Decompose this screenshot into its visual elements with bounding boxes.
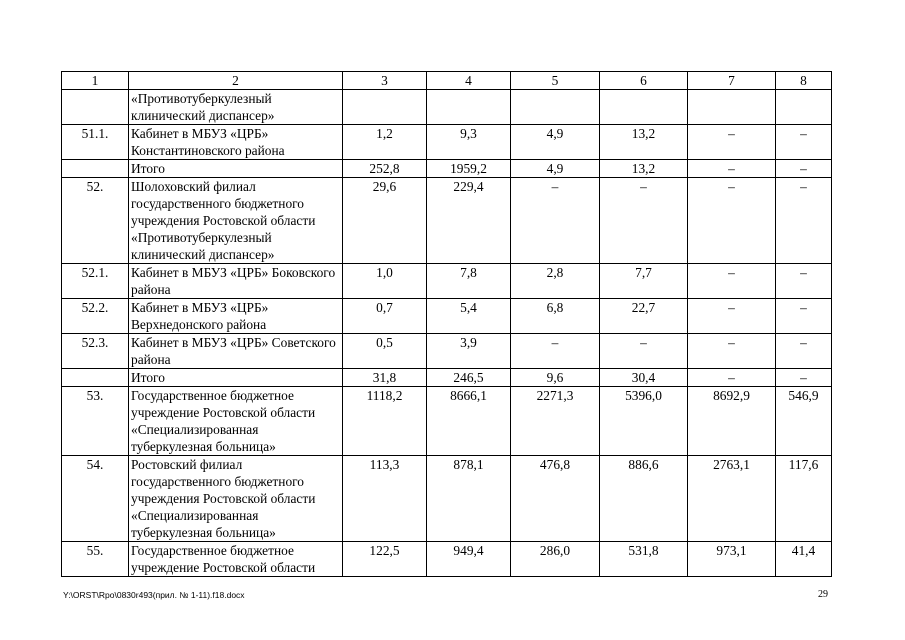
cell-col6: 5396,0 bbox=[600, 387, 688, 456]
cell-col8: – bbox=[776, 299, 832, 334]
row-number: 51.1. bbox=[62, 125, 129, 160]
cell-col6 bbox=[600, 90, 688, 125]
table-row bbox=[62, 387, 832, 456]
cell-col3: 29,6 bbox=[343, 178, 427, 264]
table-row bbox=[62, 334, 832, 369]
cell-col4: 5,4 bbox=[427, 299, 511, 334]
row-number: 53. bbox=[62, 387, 129, 456]
cell-col5: 4,9 bbox=[511, 160, 600, 178]
column-header: 8 bbox=[776, 72, 832, 90]
cell-col3: 252,8 bbox=[343, 160, 427, 178]
cell-col5: – bbox=[511, 334, 600, 369]
row-number bbox=[62, 160, 129, 178]
cell-col6: 13,2 bbox=[600, 160, 688, 178]
cell-col7: – bbox=[688, 160, 776, 178]
row-number: 52. bbox=[62, 178, 129, 264]
row-name: «Противотуберкулезный клинический диспансер» bbox=[129, 90, 343, 125]
table-row bbox=[62, 369, 832, 387]
row-number bbox=[62, 369, 129, 387]
cell-col8: 546,9 bbox=[776, 387, 832, 456]
row-name: Шолоховский филиал государственного бюджетного учреждения Ростовской области «Противотуберкулезный клинический диспансер» bbox=[129, 178, 343, 264]
row-name: Государственное бюджетное учреждение Ростовской области bbox=[129, 542, 343, 577]
cell-col7: 8692,9 bbox=[688, 387, 776, 456]
cell-col5: – bbox=[511, 178, 600, 264]
cell-col5: 2271,3 bbox=[511, 387, 600, 456]
cell-col8 bbox=[776, 90, 832, 125]
cell-col6: 30,4 bbox=[600, 369, 688, 387]
table-row bbox=[62, 264, 832, 299]
cell-col8: – bbox=[776, 264, 832, 299]
cell-col4: 7,8 bbox=[427, 264, 511, 299]
table-row bbox=[62, 299, 832, 334]
cell-col7: – bbox=[688, 369, 776, 387]
footer-file-path: Y:\ORST\Rpo\0830r493(прил. № 1-11).f18.docx bbox=[63, 590, 245, 600]
cell-col7: 2763,1 bbox=[688, 456, 776, 542]
cell-col7: – bbox=[688, 299, 776, 334]
table-row bbox=[62, 125, 832, 160]
row-name: Итого bbox=[129, 160, 343, 178]
column-header: 4 bbox=[427, 72, 511, 90]
column-header: 7 bbox=[688, 72, 776, 90]
row-name: Итого bbox=[129, 369, 343, 387]
table-row bbox=[62, 542, 832, 577]
column-header: 3 bbox=[343, 72, 427, 90]
cell-col8: – bbox=[776, 178, 832, 264]
cell-col4: 8666,1 bbox=[427, 387, 511, 456]
cell-col5: 9,6 bbox=[511, 369, 600, 387]
cell-col7: – bbox=[688, 264, 776, 299]
table-row bbox=[62, 160, 832, 178]
cell-col3: 122,5 bbox=[343, 542, 427, 577]
cell-col3: 0,5 bbox=[343, 334, 427, 369]
cell-col5: 4,9 bbox=[511, 125, 600, 160]
row-name: Ростовский филиал государственного бюджетного учреждения Ростовской области «Специализированная туберкулезная больница» bbox=[129, 456, 343, 542]
cell-col4: 3,9 bbox=[427, 334, 511, 369]
cell-col3 bbox=[343, 90, 427, 125]
table-header-row bbox=[62, 72, 832, 90]
cell-col6: 13,2 bbox=[600, 125, 688, 160]
cell-col8: – bbox=[776, 369, 832, 387]
column-header: 6 bbox=[600, 72, 688, 90]
cell-col3: 1,0 bbox=[343, 264, 427, 299]
cell-col7: – bbox=[688, 125, 776, 160]
cell-col4: 229,4 bbox=[427, 178, 511, 264]
row-name: Кабинет в МБУЗ «ЦРБ» Боковского района bbox=[129, 264, 343, 299]
cell-col4: 9,3 bbox=[427, 125, 511, 160]
row-name: Кабинет в МБУЗ «ЦРБ» Константиновского района bbox=[129, 125, 343, 160]
row-name: Кабинет в МБУЗ «ЦРБ» Советского района bbox=[129, 334, 343, 369]
cell-col8: 117,6 bbox=[776, 456, 832, 542]
cell-col7: 973,1 bbox=[688, 542, 776, 577]
data-table bbox=[61, 71, 832, 577]
page-number: 29 bbox=[818, 589, 828, 600]
row-number: 52.2. bbox=[62, 299, 129, 334]
row-number: 54. bbox=[62, 456, 129, 542]
cell-col5 bbox=[511, 90, 600, 125]
cell-col7: – bbox=[688, 334, 776, 369]
cell-col5: 2,8 bbox=[511, 264, 600, 299]
table-row bbox=[62, 456, 832, 542]
row-number: 52.3. bbox=[62, 334, 129, 369]
cell-col6: 7,7 bbox=[600, 264, 688, 299]
cell-col3: 1,2 bbox=[343, 125, 427, 160]
row-name: Государственное бюджетное учреждение Ростовской области «Специализированная туберкулезная больница» bbox=[129, 387, 343, 456]
cell-col6: – bbox=[600, 334, 688, 369]
cell-col8: 41,4 bbox=[776, 542, 832, 577]
cell-col3: 31,8 bbox=[343, 369, 427, 387]
table-row bbox=[62, 90, 832, 125]
cell-col7 bbox=[688, 90, 776, 125]
row-number: 52.1. bbox=[62, 264, 129, 299]
cell-col5: 6,8 bbox=[511, 299, 600, 334]
cell-col3: 1118,2 bbox=[343, 387, 427, 456]
column-header: 2 bbox=[129, 72, 343, 90]
column-header: 1 bbox=[62, 72, 129, 90]
cell-col4: 949,4 bbox=[427, 542, 511, 577]
cell-col8: – bbox=[776, 334, 832, 369]
row-name: Кабинет в МБУЗ «ЦРБ» Верхнедонского района bbox=[129, 299, 343, 334]
row-number bbox=[62, 90, 129, 125]
cell-col6: – bbox=[600, 178, 688, 264]
row-number: 55. bbox=[62, 542, 129, 577]
cell-col8: – bbox=[776, 125, 832, 160]
cell-col6: 886,6 bbox=[600, 456, 688, 542]
cell-col3: 0,7 bbox=[343, 299, 427, 334]
cell-col6: 531,8 bbox=[600, 542, 688, 577]
cell-col6: 22,7 bbox=[600, 299, 688, 334]
column-header: 5 bbox=[511, 72, 600, 90]
table-row bbox=[62, 178, 832, 264]
cell-col4: 878,1 bbox=[427, 456, 511, 542]
cell-col5: 286,0 bbox=[511, 542, 600, 577]
cell-col4: 246,5 bbox=[427, 369, 511, 387]
cell-col7: – bbox=[688, 178, 776, 264]
cell-col4: 1959,2 bbox=[427, 160, 511, 178]
cell-col4 bbox=[427, 90, 511, 125]
cell-col5: 476,8 bbox=[511, 456, 600, 542]
cell-col8: – bbox=[776, 160, 832, 178]
cell-col3: 113,3 bbox=[343, 456, 427, 542]
